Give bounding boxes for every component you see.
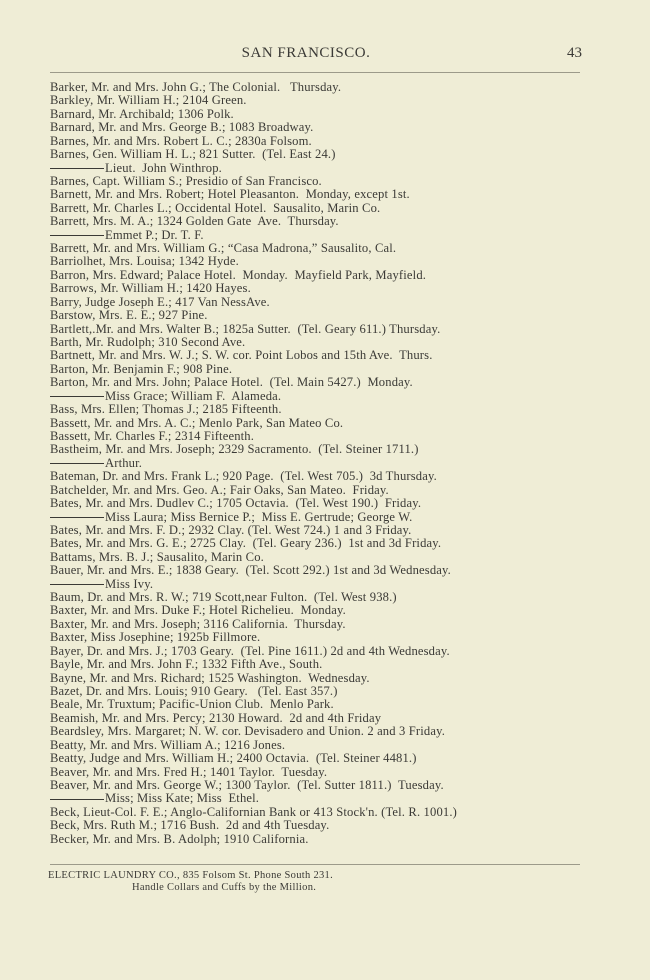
page-title: SAN FRANCISCO. [241, 45, 371, 61]
directory-entry [50, 551, 590, 564]
entry-text: Lieut. John Winthrop. [105, 160, 222, 175]
directory-entry [50, 806, 590, 819]
entry-text: Beatty, Mr. and Mrs. William A.; 1216 Jones. [50, 737, 286, 752]
entry-text: Bauer, Mr. and Mrs. E.; 1838 Geary. (Tel. Scott 292.) 1st and 3d Wednesday. [50, 563, 451, 578]
ditto-dash [50, 396, 104, 397]
directory-entry [50, 604, 590, 617]
entry-text: Barnes, Mr. and Mrs. Robert L. C.; 2830a Folsom. [50, 133, 312, 148]
directory-entry [50, 524, 590, 537]
directory-entry [50, 470, 590, 483]
directory-entry [50, 255, 590, 268]
entry-text: Battams, Mrs. B. J.; Sausalito, Marin Co. [50, 549, 264, 564]
entry-text: Bayne, Mr. and Mrs. Richard; 1525 Washington. Wednesday. [50, 670, 370, 685]
directory-entry [50, 269, 590, 282]
ditto-dash [50, 168, 104, 169]
directory-entry [50, 833, 590, 846]
entry-text: Baxter, Mr. and Mrs. Duke F.; Hotel Richelieu. Monday. [50, 603, 346, 618]
directory-entry [50, 591, 590, 604]
entry-text: Barker, Mr. and Mrs. John G.; The Colonial. Thursday. [50, 80, 342, 94]
directory-entry [50, 108, 590, 121]
directory-entry [50, 296, 590, 309]
directory-entry [50, 202, 590, 215]
directory-entry [50, 672, 590, 685]
entry-text: Barnes, Gen. William H. L.; 821 Sutter. (Tel. East 24.) [50, 147, 336, 162]
directory-entry [50, 363, 590, 376]
entry-text: Barnard, Mr. and Mrs. George B.; 1083 Broadway. [50, 120, 314, 135]
directory-entry [50, 148, 590, 161]
directory-entry [50, 336, 590, 349]
entry-text: Barry, Judge Joseph E.; 417 Van NessAve. [50, 294, 270, 309]
directory-entry [50, 403, 590, 416]
advertisement-footer [50, 870, 580, 893]
entry-text: Barnes, Capt. William S.; Presidio of San Francisco. [50, 173, 322, 188]
directory-entry-continuation [50, 792, 590, 805]
running-header [30, 45, 582, 65]
entry-text: Barton, Mr. Benjamin F.; 908 Pine. [50, 361, 233, 376]
entry-text: Barriolhet, Mrs. Louisa; 1342 Hyde. [50, 254, 239, 269]
entry-text: Beck, Lieut-Col. F. E.; Anglo-Californian Bank or 413 Stock'n. (Tel. R. 1001.) [50, 804, 457, 819]
entry-text: Barrett, Mrs. M. A.; 1324 Golden Gate Ave. Thursday. [50, 214, 339, 229]
directory-entry-continuation [50, 390, 590, 403]
directory-entry-continuation [50, 457, 590, 470]
directory-entries [50, 81, 590, 846]
entry-text: Beamish, Mr. and Mrs. Percy; 2130 Howard. 2d and 4th Friday [50, 710, 382, 725]
directory-entry [50, 81, 590, 94]
entry-text: Beaver, Mr. and Mrs. George W.; 1300 Taylor. (Tel. Sutter 1811.) Tuesday. [50, 777, 444, 792]
entry-text: Batchelder, Mr. and Mrs. Geo. A.; Fair Oaks, San Mateo. Friday. [50, 482, 389, 497]
directory-entry-continuation [50, 578, 590, 591]
directory-entry [50, 282, 590, 295]
entry-text: Bayle, Mr. and Mrs. John F.; 1332 Fifth Ave., South. [50, 657, 323, 672]
ditto-dash [50, 463, 104, 464]
entry-text: Bastheim, Mr. and Mrs. Joseph; 2329 Sacramento. (Tel. Steiner 1711.) [50, 442, 419, 457]
entry-text: Bassett, Mr. and Mrs. A. C.; Menlo Park, San Mateo Co. [50, 415, 344, 430]
directory-entry [50, 497, 590, 510]
ditto-dash [50, 584, 104, 585]
ditto-dash [50, 517, 104, 518]
page-number: 43 [567, 45, 582, 61]
footer-ad-slogan: Handle Collars and Cuffs by the Million. [132, 882, 317, 893]
entry-text: Barth, Mr. Rudolph; 310 Second Ave. [50, 335, 246, 350]
entry-text: Bates, Mr. and Mrs. G. E.; 2725 Clay. (Tel. Geary 236.) 1st and 3d Friday. [50, 536, 442, 551]
directory-entry [50, 631, 590, 644]
directory-entry [50, 537, 590, 550]
entry-text: Barnett, Mr. and Mrs. Robert; Hotel Pleasanton. Monday, except 1st. [50, 187, 410, 202]
directory-entry [50, 618, 590, 631]
entry-text: Barkley, Mr. William H.; 2104 Green. [50, 93, 247, 108]
entry-text: Barrows, Mr. William H.; 1420 Hayes. [50, 281, 251, 296]
directory-entry [50, 430, 590, 443]
directory-entry [50, 188, 590, 201]
directory-entry [50, 739, 590, 752]
footer-rule [50, 864, 580, 865]
header-rule [50, 72, 580, 73]
entry-text: Arthur. [105, 455, 143, 470]
directory-entry-continuation [50, 511, 590, 524]
entry-text: Beatty, Judge and Mrs. William H.; 2400 Octavia. (Tel. Steiner 4481.) [50, 751, 417, 766]
entry-text: Bassett, Mr. Charles F.; 2314 Fifteenth. [50, 428, 255, 443]
entry-text: Bates, Mr. and Mrs. Dudlev C.; 1705 Octavia. (Tel. West 190.) Friday. [50, 496, 422, 511]
directory-entry [50, 766, 590, 779]
entry-text: Beardsley, Mrs. Margaret; N. W. cor. Devisadero and Union. 2 and 3 Friday. [50, 724, 446, 739]
footer-ad-line: ELECTRIC LAUNDRY CO., 835 Folsom St. Phone South 231. [48, 870, 334, 881]
directory-entry [50, 645, 590, 658]
directory-entry [50, 752, 590, 765]
directory-entry [50, 121, 590, 134]
entry-text: Baxter, Miss Josephine; 1925b Fillmore. [50, 630, 261, 645]
entry-text: Bartnett, Mr. and Mrs. W. J.; S. W. cor. Point Lobos and 15th Ave. Thurs. [50, 348, 433, 363]
directory-entry [50, 135, 590, 148]
entry-text: Bartlett,.Mr. and Mrs. Walter B.; 1825a Sutter. (Tel. Geary 611.) Thursday. [50, 321, 441, 336]
entry-text: Barrett, Mr. and Mrs. William G.; “Casa Madrona,” Sausalito, Cal. [50, 241, 397, 256]
directory-entry [50, 685, 590, 698]
entry-text: Beaver, Mr. and Mrs. Fred H.; 1401 Taylor. Tuesday. [50, 764, 328, 779]
directory-entry [50, 376, 590, 389]
entry-text: Barrett, Mr. Charles L.; Occidental Hotel. Sausalito, Marin Co. [50, 200, 381, 215]
entry-text: Miss Grace; William F. Alameda. [105, 388, 282, 403]
entry-text: Miss Ivy. [105, 576, 154, 591]
directory-entry [50, 712, 590, 725]
directory-entry [50, 417, 590, 430]
entry-text: Beck, Mrs. Ruth M.; 1716 Bush. 2d and 4th Tuesday. [50, 818, 330, 833]
ditto-dash [50, 235, 104, 236]
directory-entry [50, 94, 590, 107]
entry-text: Barton, Mr. and Mrs. John; Palace Hotel. (Tel. Main 5427.) Monday. [50, 375, 413, 390]
directory-entry [50, 725, 590, 738]
entry-text: Miss Laura; Miss Bernice P.; Miss E. Gertrude; George W. [105, 509, 413, 524]
directory-entry [50, 242, 590, 255]
directory-entry [50, 349, 590, 362]
directory-entry [50, 819, 590, 832]
entry-text: Bass, Mrs. Ellen; Thomas J.; 2185 Fifteenth. [50, 402, 282, 417]
directory-entry [50, 443, 590, 456]
directory-entry [50, 309, 590, 322]
directory-entry [50, 175, 590, 188]
entry-text: Miss; Miss Kate; Miss Ethel. [105, 791, 260, 806]
directory-entry [50, 323, 590, 336]
directory-entry [50, 779, 590, 792]
entry-text: Bayer, Dr. and Mrs. J.; 1703 Geary. (Tel. Pine 1611.) 2d and 4th Wednesday. [50, 643, 450, 658]
directory-entry [50, 698, 590, 711]
directory-entry [50, 658, 590, 671]
entry-text: Becker, Mr. and Mrs. B. Adolph; 1910 California. [50, 831, 309, 846]
entry-text: Barron, Mrs. Edward; Palace Hotel. Monday. Mayfield Park, Mayfield. [50, 267, 427, 282]
entry-text: Beale, Mr. Truxtum; Pacific-Union Club. Menlo Park. [50, 697, 334, 712]
entry-text: Barnard, Mr. Archibald; 1306 Polk. [50, 106, 234, 121]
entry-text: Bazet, Dr. and Mrs. Louis; 910 Geary. (Tel. East 357.) [50, 683, 338, 698]
entry-text: Baum, Dr. and Mrs. R. W.; 719 Scott,near Fulton. (Tel. West 938.) [50, 590, 397, 605]
entry-text: Bates, Mr. and Mrs. F. D.; 2932 Clay. (Tel. West 724.) 1 and 3 Friday. [50, 522, 412, 537]
ditto-dash [50, 799, 104, 800]
directory-entry-continuation [50, 229, 590, 242]
entry-text: Emmet P.; Dr. T. F. [105, 227, 204, 242]
directory-entry [50, 215, 590, 228]
directory-entry [50, 564, 590, 577]
entry-text: Bateman, Dr. and Mrs. Frank L.; 920 Page. (Tel. West 705.) 3d Thursday. [50, 469, 437, 484]
entry-text: Baxter, Mr. and Mrs. Joseph; 3116 California. Thursday. [50, 616, 346, 631]
directory-entry [50, 484, 590, 497]
entry-text: Barstow, Mrs. E. E.; 927 Pine. [50, 308, 208, 323]
directory-entry-continuation [50, 162, 590, 175]
